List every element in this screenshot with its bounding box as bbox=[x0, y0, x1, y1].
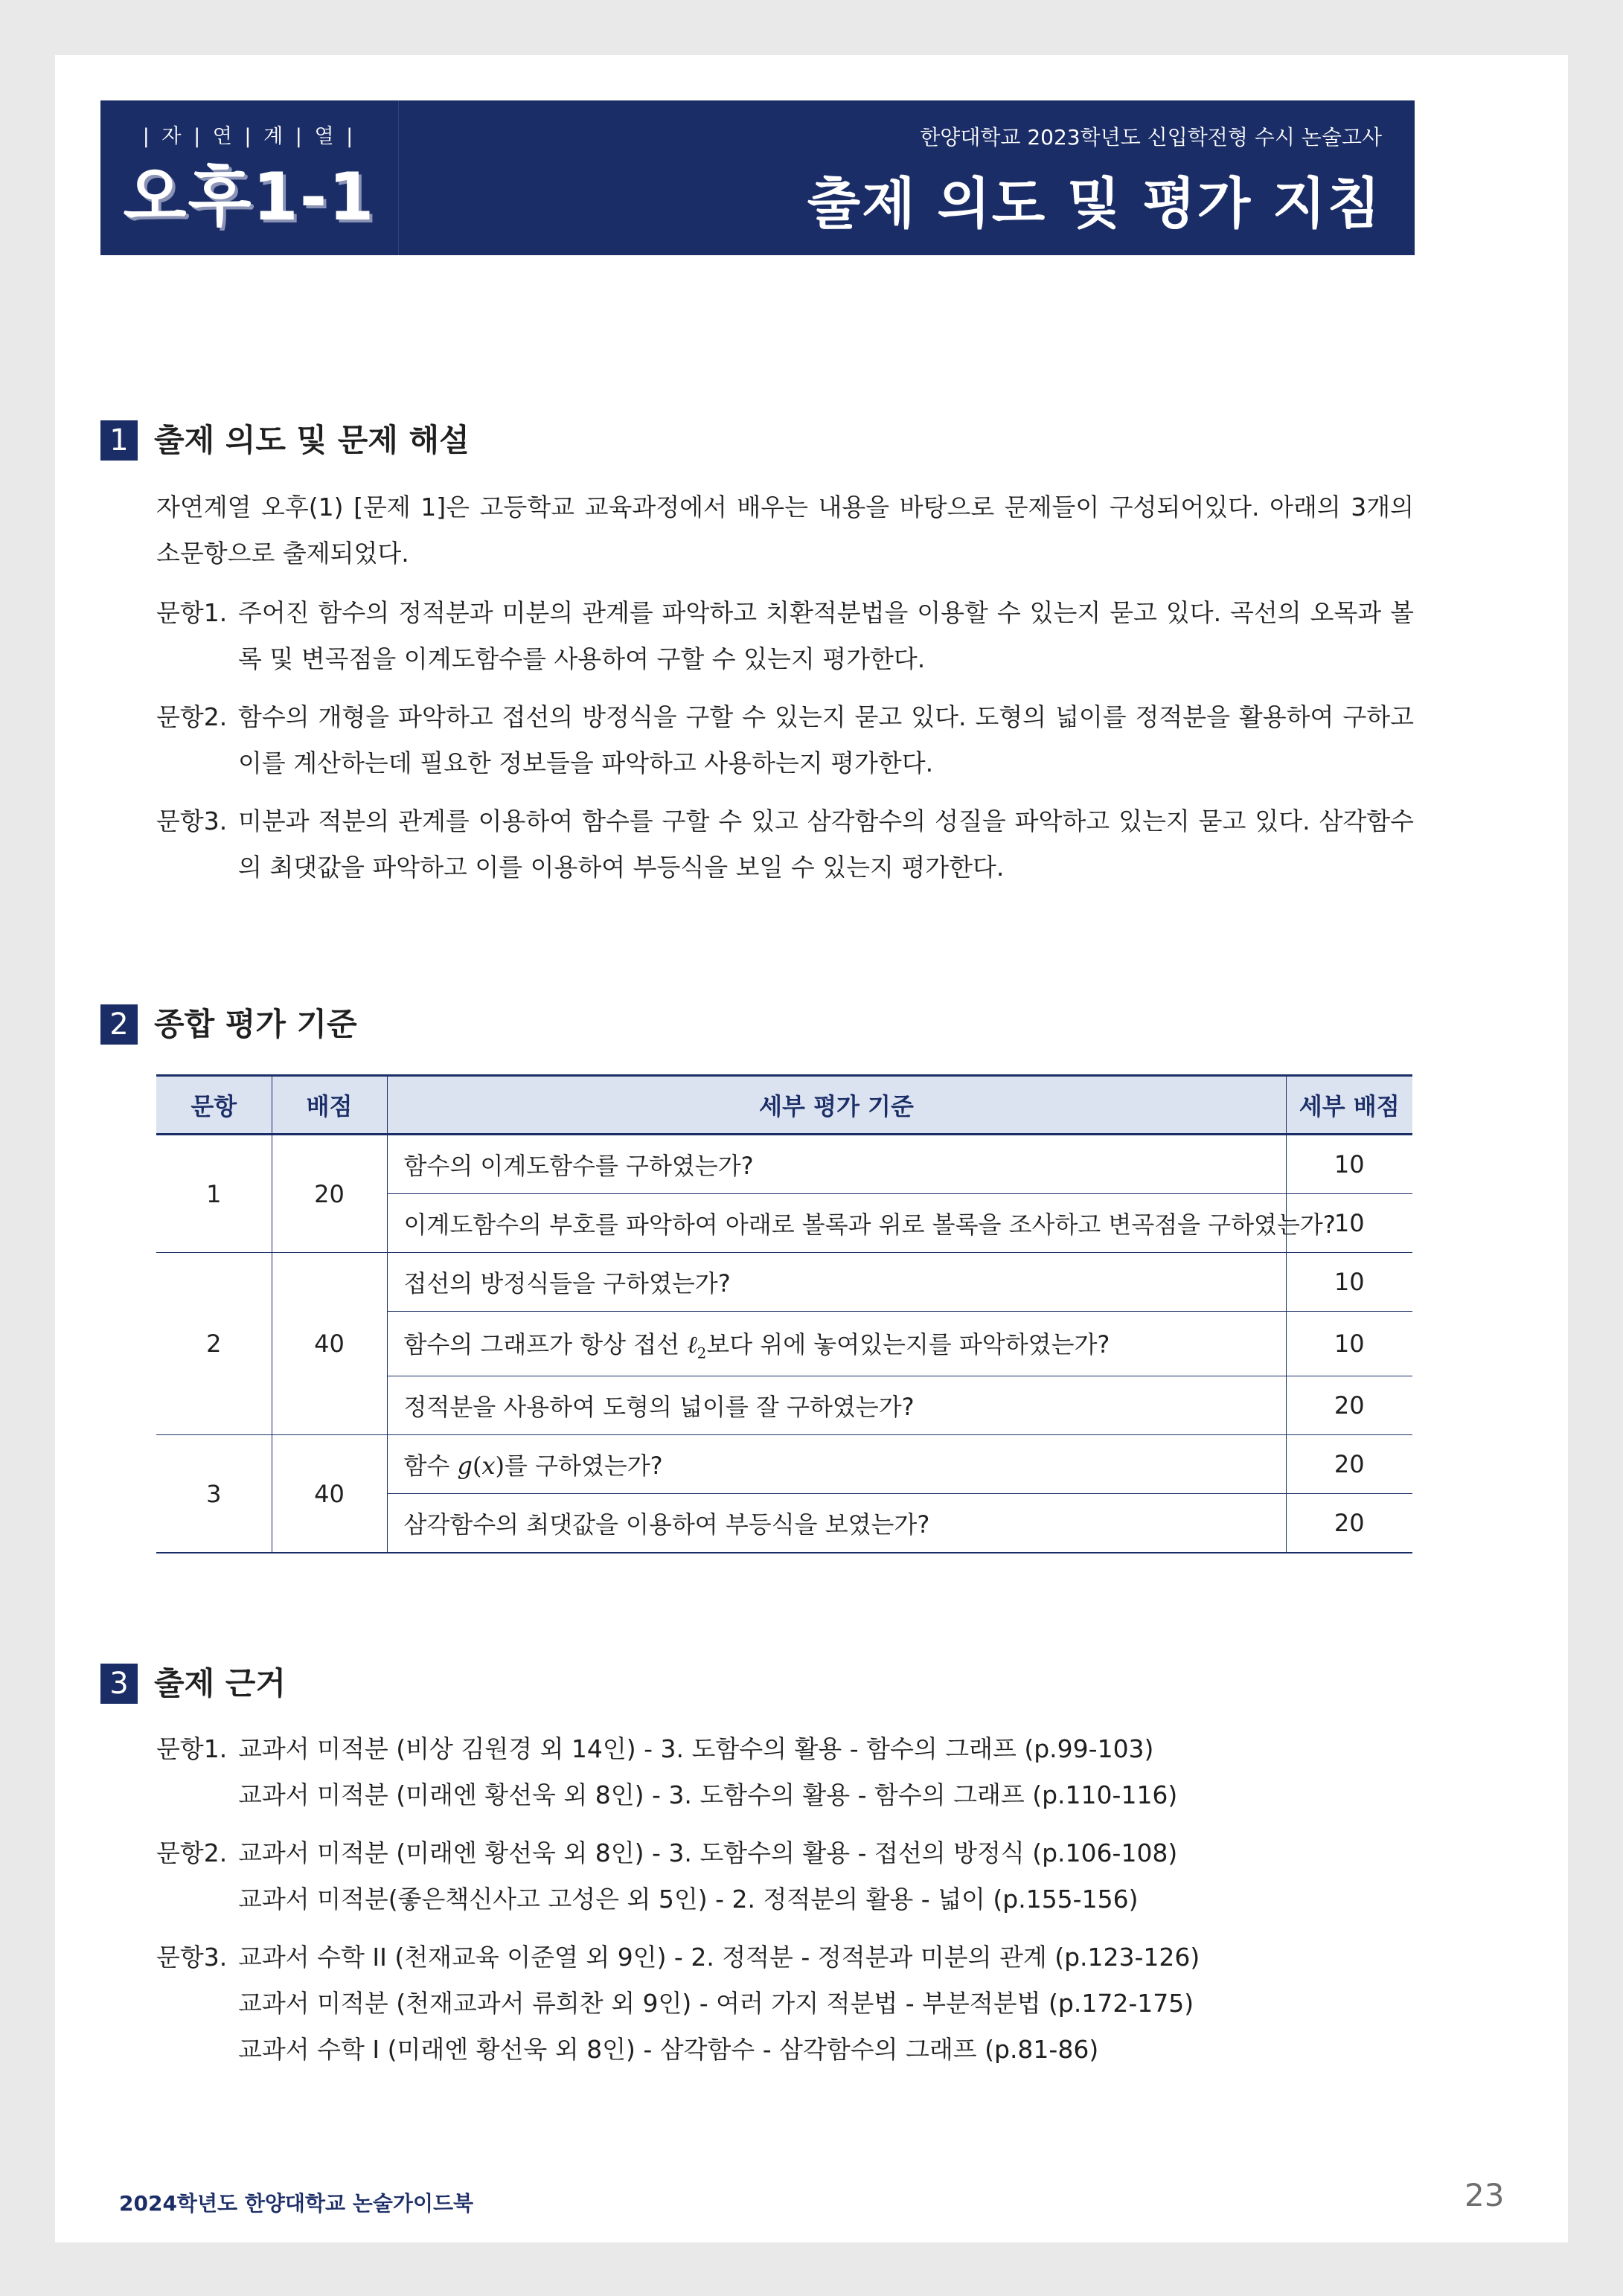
section1-intro: 자연계열 오후(1) [문제 1]은 고등학교 교육과정에서 배우는 내용을 바탕으로 문제들이 구성되어있다. 아래의 3개의 소문항으로 출제되었다. bbox=[156, 493, 1414, 568]
question-number: 1 bbox=[156, 1135, 272, 1253]
table-row bbox=[156, 1135, 1412, 1194]
table-row bbox=[156, 1253, 1412, 1312]
section1-item bbox=[156, 694, 1414, 786]
footer-book-title: 2024학년도 한양대학교 논술가이드북 bbox=[119, 2191, 474, 2216]
header-score: 배점 bbox=[272, 1076, 387, 1135]
reference-label: 문항3. bbox=[156, 1943, 228, 1972]
reference-line: 교과서 미적분(좋은책신사고 고성은 외 5인) - 2. 정적분의 활용 - 넓이 (p.155-156) bbox=[238, 1885, 1139, 1914]
criteria-text bbox=[387, 1435, 1286, 1494]
math-gx: g bbox=[457, 1452, 473, 1480]
section3-number: 3 bbox=[100, 1664, 138, 1704]
math-l2: ℓ$_2$ bbox=[687, 1330, 707, 1362]
header-title: 출제 의도 및 평가 지침 bbox=[807, 172, 1382, 236]
reference-line: 교과서 미적분 (천재교과서 류희찬 외 9인) - 여러 가지 적분법 - 부분적분법 (p.172-175) bbox=[238, 1989, 1194, 2018]
reference-group bbox=[156, 1726, 1414, 1818]
detail-score: 20 bbox=[1286, 1435, 1412, 1494]
detail-score: 20 bbox=[1286, 1494, 1412, 1553]
section3-title: 출제 근거 bbox=[154, 1665, 286, 1702]
reference-line: 교과서 미적분 (미래엔 황선욱 외 8인) - 3. 도함수의 활용 - 접선의 방정식 (p.106-108) bbox=[238, 1838, 1178, 1867]
reference-group bbox=[156, 1934, 1414, 2073]
item-text: 미분과 적분의 관계를 이용하여 함수를 구할 수 있고 삼각함수의 성질을 파악하고 있는지 묻고 있다. 삼각함수의 최댓값을 파악하고 이를 이용하여 부등식을 보일 수 있는지 평가한다. bbox=[238, 807, 1414, 882]
item-label: 문항1. bbox=[156, 598, 228, 627]
section1-title: 출제 의도 및 문제 해설 bbox=[154, 422, 470, 458]
question-number: 3 bbox=[156, 1435, 272, 1553]
header-subtitle: 한양대학교 2023학년도 신입학전형 수시 논술고사 bbox=[920, 125, 1382, 150]
item-text: 함수의 개형을 파악하고 접선의 방정식을 구할 수 있는지 묻고 있다. 도형의 넓이를 정적분을 활용하여 구하고 이를 계산하는데 필요한 정보들을 파악하고 사용하는지 평가한다. bbox=[238, 702, 1414, 777]
detail-score: 10 bbox=[1286, 1312, 1412, 1376]
reference-label: 문항1. bbox=[156, 1734, 228, 1763]
item-text: 주어진 함수의 정적분과 미분의 관계를 파악하고 치환적분법을 이용할 수 있는지 묻고 있다. 곡선의 오목과 볼록 및 변곡점을 이계도함수를 사용하여 구할 수 있는지 평가한다. bbox=[238, 598, 1414, 673]
reference-group bbox=[156, 1830, 1414, 1923]
exam-code: 오후1-1 bbox=[123, 158, 376, 235]
criteria-text bbox=[387, 1312, 1286, 1376]
category-label: | 자 | 연 | 계 | 열 | bbox=[142, 125, 356, 148]
header-left-block bbox=[100, 100, 399, 255]
math-paren: (x) bbox=[472, 1452, 505, 1480]
section2-number: 2 bbox=[100, 1004, 138, 1045]
criteria-text-part: 를 구하였는가? bbox=[505, 1452, 663, 1480]
header-criteria: 세부 평가 기준 bbox=[387, 1076, 1286, 1135]
header-banner bbox=[100, 100, 1415, 255]
criteria-text: 이계도함수의 부호를 파악하여 아래로 볼록과 위로 볼록을 조사하고 변곡점을 구하였는가? bbox=[387, 1194, 1286, 1253]
criteria-table bbox=[156, 1074, 1412, 1553]
criteria-text-part: 함수 bbox=[403, 1452, 458, 1480]
detail-score: 10 bbox=[1286, 1194, 1412, 1253]
criteria-text: 접선의 방정식들을 구하였는가? bbox=[387, 1253, 1286, 1312]
table-row bbox=[156, 1435, 1412, 1494]
detail-score: 10 bbox=[1286, 1253, 1412, 1312]
reference-line: 교과서 수학 I (미래엔 황선욱 외 8인) - 삼각함수 - 삼각함수의 그래프 (p.81-86) bbox=[238, 2035, 1099, 2064]
section1-item bbox=[156, 590, 1414, 682]
section1-item bbox=[156, 798, 1414, 891]
item-label: 문항3. bbox=[156, 807, 228, 836]
header-question: 문항 bbox=[156, 1076, 272, 1135]
criteria-text: 함수의 이계도함수를 구하였는가? bbox=[387, 1135, 1286, 1194]
detail-score: 10 bbox=[1286, 1135, 1412, 1194]
item-label: 문항2. bbox=[156, 702, 228, 731]
reference-line: 교과서 미적분 (미래엔 황선욱 외 8인) - 3. 도함수의 활용 - 함수의 그래프 (p.110-116) bbox=[238, 1780, 1178, 1809]
header-detail-score: 세부 배점 bbox=[1286, 1076, 1412, 1135]
detail-score: 20 bbox=[1286, 1376, 1412, 1435]
question-score: 20 bbox=[272, 1135, 387, 1253]
criteria-text: 삼각함수의 최댓값을 이용하여 부등식을 보였는가? bbox=[387, 1494, 1286, 1553]
reference-line: 교과서 미적분 (비상 김원경 외 14인) - 3. 도함수의 활용 - 함수의 그래프 (p.99-103) bbox=[238, 1734, 1154, 1763]
section1-number: 1 bbox=[100, 420, 138, 461]
section2-title: 종합 평가 기준 bbox=[154, 1006, 357, 1042]
question-score: 40 bbox=[272, 1435, 387, 1553]
table-header-row bbox=[156, 1076, 1412, 1135]
criteria-text-part: 함수의 그래프가 항상 접선 bbox=[403, 1330, 688, 1359]
reference-line: 교과서 수학 II (천재교육 이준열 외 9인) - 2. 정적분 - 정적분과 미분의 관계 (p.123-126) bbox=[238, 1943, 1200, 1972]
page-number: 23 bbox=[1464, 2177, 1505, 2213]
question-number: 2 bbox=[156, 1253, 272, 1435]
question-score: 40 bbox=[272, 1253, 387, 1435]
criteria-text: 정적분을 사용하여 도형의 넓이를 잘 구하였는가? bbox=[387, 1376, 1286, 1435]
criteria-text-part: 보다 위에 놓여있는지를 파악하였는가? bbox=[706, 1330, 1110, 1359]
reference-label: 문항2. bbox=[156, 1838, 228, 1867]
